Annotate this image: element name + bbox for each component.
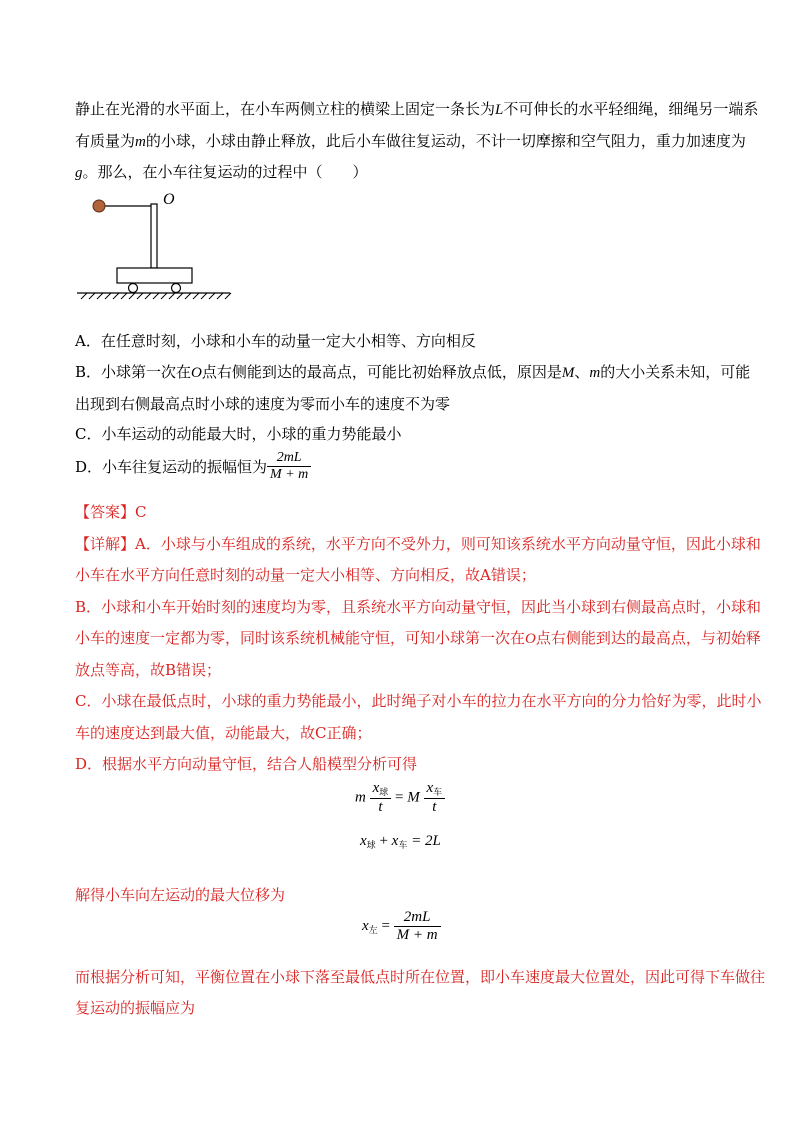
option-d-fraction: $\frac{2mL}{M + m}$	[267, 450, 311, 483]
equation-momentum: m $\frac{x_球}{t}$ = M $\frac{x_车}{t}$	[355, 780, 445, 816]
question-line-2: 有质量为m的小球，小球由静止释放，此后小车做往复运动，不计一切摩擦和空气阻力，重力加速度为	[75, 132, 746, 150]
solve-line: 解得小车向左运动的最大位移为	[75, 886, 286, 904]
explanation-b-line-2: 小车的速度一定都为零，同时该系统机械能守恒，可知小球第一次在O点右侧能到达的最高点，与初始释	[75, 629, 761, 647]
wheel-left	[129, 284, 138, 293]
pivot-label: O	[163, 191, 175, 208]
explanation-a-line-2: 小车在水平方向任意时刻的动量一定大小相等、方向相反，故A错误；	[75, 566, 536, 584]
question-line-3: g。那么，在小车往复运动的过程中（ ）	[75, 163, 368, 181]
option-b-line-1: B．小球第一次在O点右侧能到达的最高点，可能比初始释放点低，原因是M、m的大小关系未知，可能	[75, 363, 751, 381]
explanation-c-line-2: 车的速度达到最大值，动能最大，故C正确；	[75, 724, 372, 742]
explanation-d-line-1: D．根据水平方向动量守恒，结合人船模型分析可得	[75, 755, 418, 773]
answer-line: 【答案】C	[75, 503, 147, 521]
cart-pendulum-figure	[75, 190, 235, 300]
option-a: A．在任意时刻，小球和小车的动量一定大小相等、方向相反	[75, 332, 476, 350]
explanation-b-line-1: B．小球和小车开始时刻的速度均为零，且系统水平方向动量守恒，因此当小球到右侧最高点时，小球和	[75, 598, 762, 616]
cart-body	[117, 268, 192, 283]
option-b-line-2: 出现到右侧最高点时小球的速度为零而小车的速度不为零	[75, 395, 451, 413]
ball	[93, 200, 105, 212]
final-line-2: 复运动的振幅应为	[75, 999, 196, 1017]
wheel-right	[172, 284, 181, 293]
pillar	[151, 204, 157, 268]
option-c: C．小车运动的动能最大时，小球的重力势能最小	[75, 425, 402, 443]
explanation-b-line-3: 放点等高，故B错误；	[75, 661, 222, 679]
equation-max-displacement: $x_左$ = $\frac{2mL}{M + m}$	[362, 909, 441, 944]
question-line-1: 静止在光滑的水平面上，在小车两侧立柱的横梁上固定一条长为L不可伸长的水平轻细绳，细绳另一端系	[75, 100, 759, 118]
equation-displacement-sum: $x_球 + x_车 = 2L$	[360, 833, 441, 851]
explanation-c-line-1: C．小球在最低点时，小球的重力势能最小，此时绳子对小车的拉力在水平方向的分力恰好为零，此时小	[75, 692, 762, 710]
option-d: D．小车往复运动的振幅恒为 $\frac{2mL}{M + m}$	[75, 450, 311, 483]
explanation-a-line-1: 【详解】A．小球与小车组成的系统，水平方向不受外力，则可知该系统水平方向动量守恒，因此小球和	[75, 535, 761, 553]
final-line-1: 而根据分析可知，平衡位置在小球下落至最低点时所在位置，即小车速度最大位置处，因此可得下车做往	[75, 968, 766, 986]
ground-hatching	[81, 293, 231, 299]
